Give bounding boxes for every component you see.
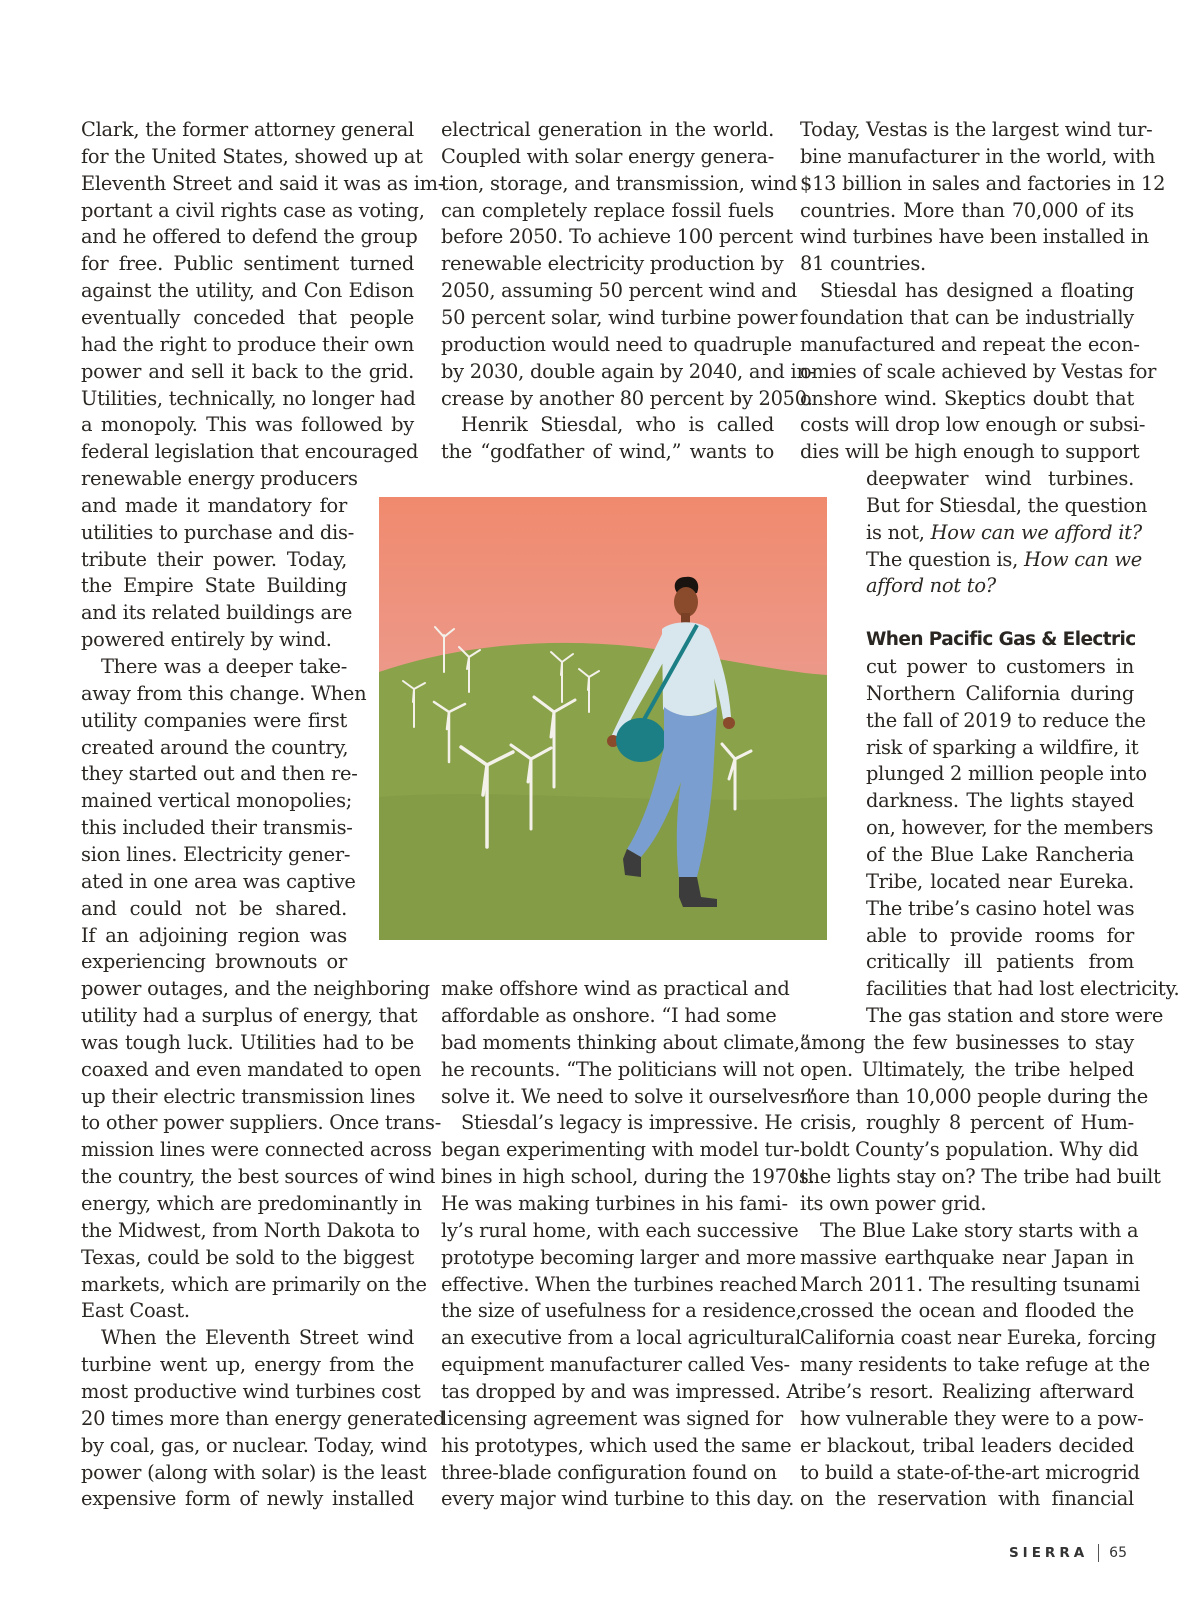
body-line [81, 170, 445, 197]
body-line [441, 1485, 795, 1512]
body-line [441, 170, 798, 197]
text-run: the lights stay on? The tribe had built [800, 1165, 1161, 1189]
text-run: crisis, roughly 8 percent of Hum- [800, 1111, 1134, 1135]
body-line [866, 841, 1134, 868]
body-line [800, 1378, 1134, 1405]
body-line [81, 707, 347, 734]
body-line [800, 250, 1134, 277]
text-run: every major wind turbine to this day. [441, 1487, 795, 1511]
body-line [441, 1244, 796, 1271]
text-run: production would need to quadruple [441, 332, 792, 356]
text-run: affordable as onshore. “I had some [441, 1004, 777, 1028]
body-line [866, 734, 1139, 761]
text-run: Northern California during [866, 681, 1134, 705]
text-run: he recounts. “The politicians will not [441, 1057, 794, 1081]
text-run: on the reservation with financial [800, 1487, 1134, 1511]
text-run: of the Blue Lake Rancheria [866, 842, 1134, 866]
text-run: tribute their power. Today, [81, 547, 347, 571]
body-line [800, 143, 1156, 170]
text-run: coaxed and even mandated to open [81, 1057, 422, 1081]
text-run: 20 times more than energy generated [81, 1406, 446, 1430]
text-run: many residents to take refuge at the [800, 1353, 1150, 1377]
body-line [866, 814, 1154, 841]
body-line [441, 1351, 790, 1378]
body-line [81, 787, 353, 814]
body-line [81, 1109, 442, 1136]
text-run: utility companies were first [81, 708, 347, 732]
body-line [441, 975, 790, 1002]
body-line [81, 492, 347, 519]
text-run: had the right to produce their own [81, 332, 414, 356]
body-line [441, 1324, 801, 1351]
body-line [81, 411, 414, 438]
body-line [800, 1029, 1134, 1056]
body-line [81, 250, 414, 277]
body-line [441, 1271, 798, 1298]
text-run: they started out and then re- [81, 762, 358, 786]
body-line [820, 277, 1134, 304]
text-run: licensing agreement was signed for [441, 1406, 783, 1430]
head [674, 587, 698, 617]
body-line [81, 143, 423, 170]
text-run: Clark, the former attorney general [81, 118, 414, 141]
text-run: boldt County’s population. Why did [800, 1138, 1139, 1162]
body-line [441, 143, 774, 170]
text-run: eventually conceded that people [81, 305, 414, 329]
body-line [81, 572, 347, 599]
text-run: darkness. The lights stayed [866, 789, 1134, 813]
body-line [81, 1351, 414, 1378]
text-run: the country, the best sources of wind [81, 1165, 436, 1189]
text-run: utility had a surplus of energy, that [81, 1004, 418, 1028]
text-run: But for Stiesdal, the question [866, 493, 1148, 517]
text-run: and made it mandatory for [81, 493, 347, 517]
body-line [866, 653, 1134, 680]
body-line [800, 304, 1134, 331]
right-hand [723, 717, 735, 729]
text-run: Coupled with solar energy genera- [441, 144, 774, 168]
body-line [81, 626, 347, 653]
body-line [800, 438, 1140, 465]
text-run: afford not to? [866, 574, 996, 598]
text-run: make offshore wind as practical and [441, 977, 790, 1001]
text-run: three-blade configuration found on [441, 1460, 777, 1484]
text-run: is not, [866, 520, 931, 544]
body-line [800, 411, 1146, 438]
text-run: tas dropped by and was impressed. A [441, 1379, 801, 1403]
text-run: to build a state-of-the-art microgrid [800, 1460, 1140, 1484]
body-line [81, 1485, 414, 1512]
body-line [81, 680, 367, 707]
body-line [81, 519, 355, 546]
text-run: countries. More than 70,000 of its [800, 198, 1134, 222]
text-run: began experimenting with model tur- [441, 1138, 800, 1162]
text-run: and he offered to defend the group [81, 225, 418, 249]
text-run: for free. Public sentiment turned [81, 252, 414, 276]
body-line [101, 1324, 414, 1351]
body-line [866, 922, 1134, 949]
body-line [441, 331, 792, 358]
body-line [81, 223, 418, 250]
text-run: bines in high school, during the 1970s. [441, 1165, 815, 1189]
text-run: effective. When the turbines reached [441, 1272, 798, 1296]
text-run: can completely replace fossil fuels [441, 198, 774, 222]
text-run: ated in one area was captive [81, 869, 356, 893]
text-run: Stiesdal’s legacy is impressive. He [461, 1111, 793, 1135]
text-run: this included their transmis- [81, 816, 353, 840]
body-line [866, 492, 1148, 519]
body-line [81, 841, 351, 868]
body-line [81, 304, 414, 331]
text-run: $13 billion in sales and factories in 12 [800, 171, 1166, 195]
body-line [81, 116, 414, 143]
body-line [800, 331, 1140, 358]
text-run: risk of sparking a wildfire, it [866, 735, 1139, 759]
text-run: Tribe, located near Eureka. [866, 869, 1134, 893]
illustration-woman-walking-among-wind-turbines [379, 497, 827, 940]
text-run: dies will be high enough to support [800, 440, 1140, 464]
body-line [81, 1432, 428, 1459]
text-run: er blackout, tribal leaders decided [800, 1433, 1134, 1457]
body-line [866, 760, 1147, 787]
text-run: an executive from a local agricultural [441, 1326, 801, 1350]
text-run: The tribe’s casino hotel was [866, 896, 1135, 920]
body-line [81, 546, 347, 573]
text-run: the “godfather of wind,” wants to [441, 440, 774, 464]
text-run: among the few businesses to stay [800, 1030, 1134, 1054]
body-line [441, 250, 784, 277]
body-line [81, 465, 358, 492]
section-subhead [866, 626, 1134, 653]
text-run: He was making turbines in his fami- [441, 1192, 788, 1215]
body-line [800, 1405, 1144, 1432]
text-run: 50 percent solar, wind turbine power [441, 305, 798, 329]
body-line [441, 385, 813, 412]
body-line [441, 223, 793, 250]
page-footer [1009, 1544, 1127, 1562]
hill-shadow [379, 794, 827, 940]
body-line [81, 1217, 420, 1244]
text-run: deepwater wind turbines. [866, 467, 1134, 491]
body-line [81, 277, 414, 304]
body-line [81, 358, 414, 385]
text-run: created around the country, [81, 735, 349, 759]
body-line [441, 358, 815, 385]
body-line [800, 1163, 1161, 1190]
body-line [441, 1459, 777, 1486]
text-run: bine manufacturer in the world, with [800, 144, 1156, 168]
body-line [441, 1405, 783, 1432]
body-line [866, 1002, 1164, 1029]
body-line [441, 1056, 794, 1083]
body-line [441, 1217, 799, 1244]
body-line [81, 599, 353, 626]
text-run: open. Ultimately, the tribe helped [800, 1057, 1134, 1081]
text-run: sion lines. Electricity gener- [81, 842, 351, 866]
text-run: California coast near Eureka, forcing [800, 1326, 1157, 1350]
text-run: renewable electricity production by [441, 252, 784, 276]
body-line [441, 304, 798, 331]
body-line [800, 358, 1157, 385]
text-run: most productive wind turbines cost [81, 1379, 421, 1403]
text-run: equipment manufacturer called Ves- [441, 1353, 790, 1377]
text-run: manufactured and repeat the econ- [800, 332, 1140, 356]
body-line [81, 331, 414, 358]
text-run: bad moments thinking about climate,” [441, 1030, 810, 1054]
text-run: utilities to purchase and dis- [81, 520, 355, 544]
text-run: solve it. We need to solve it ourselves.” [441, 1084, 816, 1108]
body-line [800, 170, 1166, 197]
body-line [81, 1378, 421, 1405]
text-run: Stiesdal has designed a floating [820, 279, 1134, 303]
body-line [81, 1405, 446, 1432]
body-line [866, 895, 1134, 922]
body-line [800, 1271, 1140, 1298]
text-run: mained vertical monopolies; [81, 789, 353, 813]
body-line [81, 1029, 414, 1056]
body-line [81, 975, 430, 1002]
body-line [81, 948, 347, 975]
text-run: powered entirely by wind. [81, 628, 332, 652]
text-run: Eleventh Street and said it was as im- [81, 171, 445, 195]
text-run: omies of scale achieved by Vestas for [800, 359, 1157, 383]
body-line [441, 1378, 801, 1405]
text-run: power outages, and the neighboring [81, 977, 430, 1001]
body-line [866, 948, 1134, 975]
text-run: When Pacific Gas & Electric [866, 629, 1136, 651]
body-line [81, 760, 358, 787]
body-line [81, 922, 347, 949]
text-run: plunged 2 million people into [866, 762, 1147, 786]
page-number: 65 [1109, 1545, 1127, 1561]
text-run: March 2011. The resulting tsunami [800, 1272, 1140, 1296]
text-run: against the utility, and Con Edison [81, 279, 414, 303]
body-line [81, 1297, 414, 1324]
text-run: his prototypes, which used the same [441, 1433, 792, 1457]
body-line [800, 1083, 1148, 1110]
text-run: crease by another 80 percent by 2050. [441, 386, 813, 410]
body-line [441, 1432, 792, 1459]
text-run: to other power suppliers. Once trans- [81, 1111, 442, 1135]
text-run: Henrik Stiesdal, who is called [461, 413, 774, 437]
text-run: How can we [1023, 547, 1142, 571]
body-line [800, 1056, 1134, 1083]
text-run: power (along with solar) is the least [81, 1460, 427, 1484]
text-run: Today, Vestas is the largest wind tur- [800, 118, 1153, 141]
text-run: on, however, for the members [866, 816, 1154, 840]
body-line [81, 1271, 427, 1298]
text-run: the fall of 2019 to reduce the [866, 708, 1146, 732]
text-run: wind turbines have been installed in [800, 225, 1149, 249]
text-run: expensive form of newly installed [81, 1487, 414, 1511]
text-run: If an adjoining region was [81, 923, 347, 947]
text-run: There was a deeper take- [101, 655, 347, 678]
body-line [800, 1432, 1134, 1459]
body-line [800, 1485, 1134, 1512]
body-line [800, 116, 1153, 143]
body-line [866, 546, 1142, 573]
text-run: portant a civil rights case as voting, [81, 198, 425, 222]
body-line [81, 1056, 422, 1083]
body-line [800, 1297, 1134, 1324]
text-run: the size of usefulness for a residence, [441, 1299, 802, 1323]
text-run: renewable energy producers [81, 467, 358, 491]
body-line [81, 814, 353, 841]
body-line [441, 116, 774, 143]
body-line [820, 1217, 1139, 1244]
text-run: The Blue Lake story starts with a [820, 1218, 1139, 1242]
body-line [800, 385, 1134, 412]
body-line [800, 1244, 1134, 1271]
body-line [866, 707, 1146, 734]
body-line [866, 680, 1134, 707]
text-run: markets, which are primarily on the [81, 1272, 427, 1296]
text-run: more than 10,000 people during the [800, 1084, 1148, 1108]
text-run: East Coast. [81, 1299, 190, 1323]
text-run: electrical generation in the world. [441, 118, 774, 141]
text-run: away from this change. When [81, 681, 367, 705]
body-line [441, 1002, 777, 1029]
text-run: The gas station and store were [866, 1004, 1164, 1028]
text-run: by coal, gas, or nuclear. Today, wind [81, 1433, 428, 1457]
text-run: up their electric transmission lines [81, 1084, 416, 1108]
text-run: Utilities, technically, no longer had [81, 386, 416, 410]
text-run: ly’s rural home, with each successive [441, 1218, 799, 1242]
body-line [800, 1459, 1140, 1486]
body-line [81, 1244, 414, 1271]
text-run: and its related buildings are [81, 601, 353, 625]
text-run: 81 countries. [800, 252, 926, 276]
text-run: by 2030, double again by 2040, and in- [441, 359, 815, 383]
text-run: crossed the ocean and flooded the [800, 1299, 1134, 1323]
text-run: the Empire State Building [81, 574, 347, 598]
text-run: its own power grid. [800, 1192, 987, 1215]
text-run: costs will drop low enough or subsi- [800, 413, 1146, 437]
body-line [800, 1109, 1134, 1136]
bag [616, 718, 666, 762]
body-line [866, 975, 1180, 1002]
text-run: 2050, assuming 50 percent wind and [441, 279, 797, 303]
text-run: facilities that had lost electricity. [866, 977, 1180, 1001]
body-line [441, 277, 797, 304]
text-run: before 2050. To achieve 100 percent [441, 225, 793, 249]
body-line [81, 438, 419, 465]
body-line [441, 197, 774, 224]
body-line [441, 1136, 800, 1163]
body-line [800, 1136, 1139, 1163]
body-line [866, 868, 1134, 895]
body-line [800, 1324, 1157, 1351]
body-line [866, 465, 1134, 492]
body-line [866, 519, 1142, 546]
body-line [800, 1351, 1150, 1378]
text-run: cut power to customers in [866, 655, 1134, 678]
body-line [866, 572, 1134, 599]
text-run: foundation that can be industrially [800, 305, 1134, 329]
text-run: onshore wind. Skeptics doubt that [800, 386, 1134, 410]
body-line [800, 197, 1134, 224]
body-line [441, 1163, 815, 1190]
text-run: turbine went up, energy from the [81, 1353, 414, 1377]
text-run: and could not be shared. [81, 896, 347, 920]
body-line [441, 438, 774, 465]
body-line [441, 1190, 788, 1217]
body-line [81, 1163, 436, 1190]
footer-divider [1098, 1544, 1099, 1562]
body-line [81, 1002, 418, 1029]
body-line [441, 1083, 816, 1110]
text-run: Texas, could be sold to the biggest [81, 1245, 414, 1269]
body-line [461, 1109, 793, 1136]
text-run: how vulnerable they were to a pow- [800, 1406, 1144, 1430]
text-run: energy, which are predominantly in [81, 1192, 422, 1215]
body-line [81, 895, 347, 922]
text-run: mission lines were connected across [81, 1138, 432, 1162]
body-line [81, 1190, 422, 1217]
body-line [101, 653, 347, 680]
text-run: able to provide rooms for [866, 923, 1134, 947]
text-run: tribe’s resort. Realizing afterward [800, 1379, 1134, 1403]
body-line [81, 1136, 432, 1163]
body-line [81, 1083, 414, 1110]
body-line [81, 734, 347, 761]
text-run: massive earthquake near Japan in [800, 1245, 1134, 1269]
body-line [441, 1297, 802, 1324]
text-run: critically ill patients from [866, 950, 1134, 974]
body-line [81, 868, 356, 895]
magazine-name: SIERRA [1008, 1545, 1089, 1561]
body-line [800, 223, 1149, 250]
text-run: prototype becoming larger and more [441, 1245, 796, 1269]
body-line [866, 787, 1134, 814]
text-run: power and sell it back to the grid. [81, 359, 414, 383]
body-line [461, 411, 774, 438]
body-line [81, 385, 414, 412]
text-run: was tough luck. Utilities had to be [81, 1030, 414, 1054]
text-run: federal legislation that encouraged [81, 440, 419, 464]
text-run: experiencing brownouts or [81, 950, 347, 974]
text-run: for the United States, showed up at [81, 144, 423, 168]
text-run: How can we afford it? [930, 520, 1142, 544]
body-line [81, 197, 425, 224]
body-line [441, 1029, 810, 1056]
text-run: a monopoly. This was followed by [81, 413, 414, 437]
body-line [81, 1459, 427, 1486]
text-run: The question is, [866, 547, 1024, 571]
body-line [800, 1190, 1134, 1217]
text-run: When the Eleventh Street wind [101, 1326, 414, 1350]
text-run: tion, storage, and transmission, wind [441, 171, 798, 195]
text-run: the Midwest, from North Dakota to [81, 1218, 420, 1242]
